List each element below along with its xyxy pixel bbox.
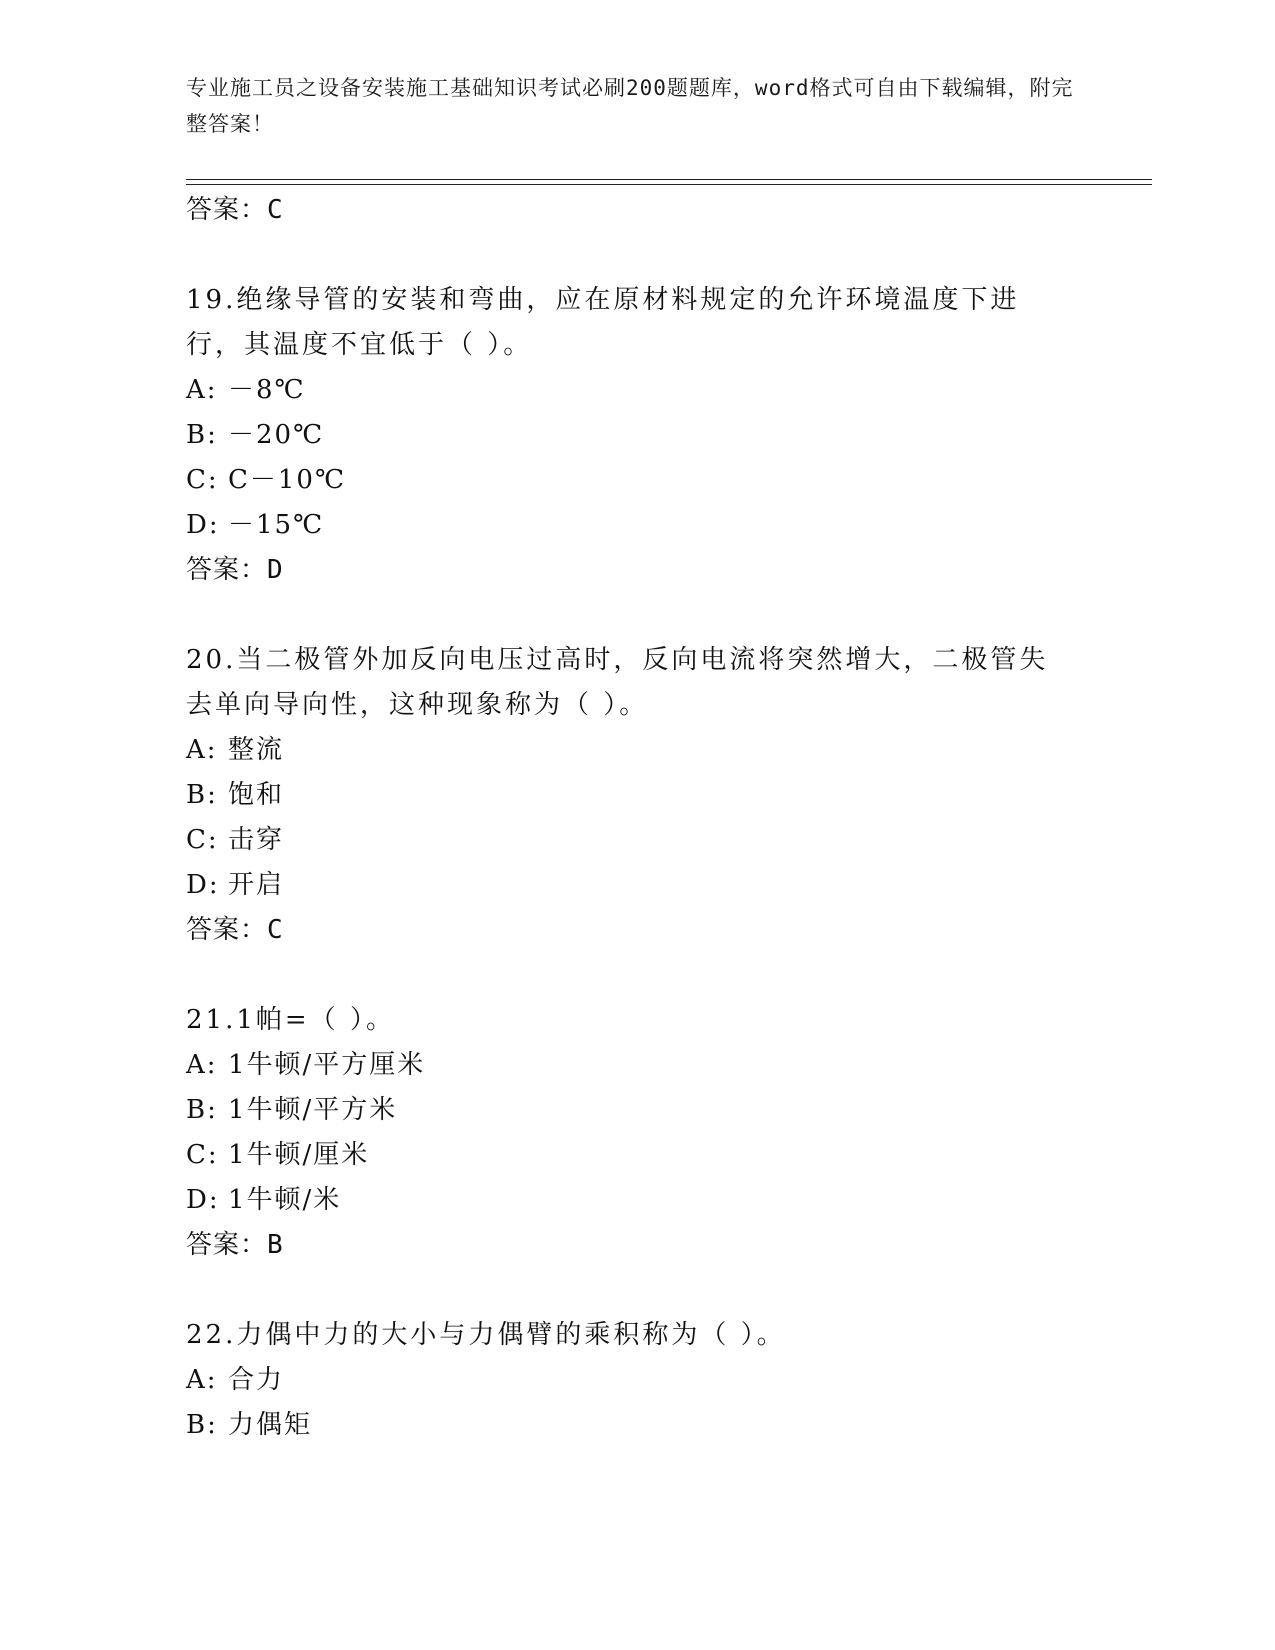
answer-value: D <box>267 555 284 585</box>
answer-label: 答案： <box>186 915 268 945</box>
option-b <box>186 1403 1086 1448</box>
option-text: 开启 <box>228 870 285 900</box>
option-b <box>186 1088 1086 1133</box>
question-item <box>186 638 1086 953</box>
header-divider-line <box>186 179 1152 180</box>
option-label: A: <box>186 1365 218 1395</box>
option-label: B: <box>186 420 218 450</box>
option-a <box>186 1043 1086 1088</box>
option-c <box>186 818 1086 863</box>
option-b <box>186 413 1086 458</box>
answer-line <box>186 188 1086 233</box>
option-a <box>186 1358 1086 1403</box>
option-label: C: <box>186 1140 219 1170</box>
option-label: D: <box>186 1185 220 1215</box>
option-text: 整流 <box>228 735 285 765</box>
option-c <box>186 458 1086 503</box>
option-text: －20℃ <box>228 420 325 450</box>
option-text: C－10℃ <box>228 465 347 495</box>
option-label: A: <box>186 1050 218 1080</box>
document-header-title: 专业施工员之设备安装施工基础知识考试必刷200题题库，word格式可自由下载编辑，附完整答案！ <box>186 76 1074 136</box>
option-b <box>186 773 1086 818</box>
option-label: A: <box>186 375 218 405</box>
option-label: B: <box>186 1095 218 1125</box>
answer-line <box>186 548 1086 593</box>
answer-line <box>186 1223 1086 1268</box>
answer-value: C <box>267 915 284 945</box>
option-a <box>186 728 1086 773</box>
option-text: 力偶矩 <box>228 1410 313 1440</box>
option-text: －15℃ <box>228 510 325 540</box>
option-label: B: <box>186 1410 218 1440</box>
answer-label: 答案： <box>186 195 268 225</box>
option-text: 击穿 <box>228 825 285 855</box>
option-label: D: <box>186 510 220 540</box>
option-text: －8℃ <box>228 375 306 405</box>
option-label: B: <box>186 780 218 810</box>
option-d <box>186 863 1086 908</box>
option-text: 饱和 <box>228 780 285 810</box>
option-text: 1牛顿/米 <box>228 1185 342 1215</box>
answer-line <box>186 908 1086 953</box>
option-label: D: <box>186 870 220 900</box>
answer-value: B <box>267 1230 284 1260</box>
question-text: 21.1帕=（ ）。 <box>186 1005 395 1035</box>
question-text: 20.当二极管外加反向电压过高时，反向电流将突然增大，二极管失去单向导向性，这种现象称为（ ）。 <box>186 645 1049 720</box>
question-text: 19.绝缘导管的安装和弯曲，应在原材料规定的允许环境温度下进行，其温度不宜低于（ ）。 <box>186 285 1020 360</box>
question-text: 22.力偶中力的大小与力偶臂的乘积称为（ ）。 <box>186 1320 786 1350</box>
option-label: A: <box>186 735 218 765</box>
option-label: C: <box>186 825 219 855</box>
header-divider-line-secondary <box>186 184 1152 185</box>
option-c <box>186 1133 1086 1178</box>
option-text: 1牛顿/平方厘米 <box>228 1050 426 1080</box>
question-item <box>186 1313 1086 1448</box>
answer-label: 答案： <box>186 1230 268 1260</box>
option-d <box>186 1178 1086 1223</box>
question-item <box>186 998 1086 1268</box>
option-label: C: <box>186 465 219 495</box>
option-text: 1牛顿/平方米 <box>228 1095 398 1125</box>
question-item <box>186 278 1086 593</box>
option-a <box>186 368 1086 413</box>
option-text: 1牛顿/厘米 <box>228 1140 370 1170</box>
answer-label: 答案： <box>186 555 268 585</box>
option-text: 合力 <box>228 1365 285 1395</box>
answer-value: C <box>267 195 284 225</box>
option-d <box>186 503 1086 548</box>
question-list <box>186 188 1086 1448</box>
